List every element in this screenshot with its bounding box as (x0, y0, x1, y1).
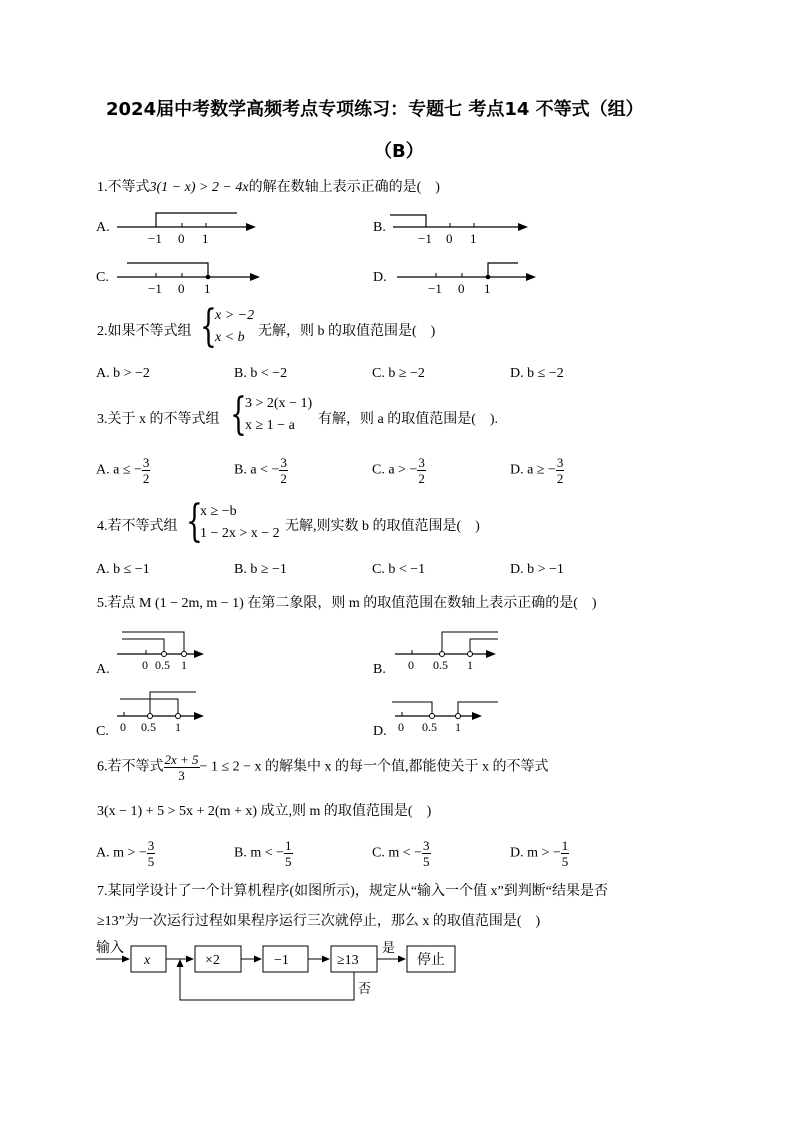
page-title: 2024届中考数学高频考点专项练习：专题七 考点14 不等式（组） (106, 99, 644, 120)
q6-option-c-label: C. m < − (372, 845, 423, 861)
q1-option-d-number-line[interactable] (392, 255, 542, 297)
q1c-tick-1: 1 (204, 281, 211, 296)
q1b-tick-m1: −1 (418, 231, 432, 246)
q3-option-c-fraction: $\frac{3}{2}$ (418, 455, 425, 486)
flow-yes-label: 是 (382, 940, 396, 955)
q3-option-a[interactable] (96, 455, 150, 486)
q6-option-b-fraction: $\frac{1}{5}$ (285, 838, 292, 869)
q1-option-b-number-line[interactable] (388, 205, 533, 247)
q5b-tick-1: 1 (467, 658, 473, 672)
q4-brace: { (186, 496, 203, 547)
q5-option-b-number-line[interactable] (390, 626, 505, 672)
flow-box-stop-text: 停止 (417, 953, 445, 968)
q5d-tick-0: 0 (398, 720, 404, 734)
q4-suffix: 无解,则实数 b 的取值范围是( ) (285, 519, 480, 534)
q4-option-c[interactable]: C. b < −1 (372, 562, 426, 577)
q3-option-d[interactable] (510, 455, 564, 486)
flow-box-times2-text: ×2 (205, 953, 220, 968)
q4-option-b[interactable]: B. b ≥ −1 (234, 562, 287, 577)
q3-suffix: 有解，则 a 的取值范围是( ). (318, 412, 499, 427)
q6-option-b[interactable] (234, 838, 293, 869)
q1d-tick-m1: −1 (428, 281, 442, 296)
q1-suffix: 的解在数轴上表示正确的是( ) (248, 180, 440, 195)
q3-system-line1: 3 > 2(x − 1) (245, 396, 313, 411)
q1a-tick-0: 0 (178, 231, 185, 246)
q1b-tick-1: 1 (470, 231, 477, 246)
q3-option-c-label: C. a > − (372, 462, 418, 478)
flow-no-label: 否 (358, 981, 372, 996)
q6-stem-line2: 3(x − 1) + 5 > 5x + 2(m + x) 成立,则 m 的取值范围是( ) (97, 804, 432, 819)
q5-option-c-label[interactable]: C. (96, 724, 109, 739)
q3-brace: { (230, 389, 247, 440)
page-subtitle: （B） (374, 141, 424, 162)
flow-arrow-loop-icon (177, 959, 184, 967)
q5a-tick-1: 1 (181, 658, 187, 672)
q5a-tick-0: 0 (142, 658, 148, 672)
q2-prefix: 2.如果不等式组 (97, 324, 192, 339)
q1-stem (97, 176, 440, 196)
q4-system-line1: x ≥ −b (200, 504, 237, 519)
q6-option-b-label: B. m < − (234, 845, 285, 861)
q1c-tick-m1: −1 (148, 281, 162, 296)
q2-option-d[interactable]: D. b ≤ −2 (510, 366, 564, 381)
q1-option-a-number-line[interactable] (112, 205, 262, 247)
q5c-tick-0: 0 (120, 720, 126, 734)
flow-arrow-3-icon (322, 956, 330, 963)
q5-option-a-number-line[interactable] (112, 626, 212, 672)
q1-option-c-label[interactable]: C. (96, 270, 109, 285)
flow-box-x-text: x (144, 953, 151, 968)
q3-option-c[interactable] (372, 455, 426, 486)
q1a-tick-m1: −1 (148, 231, 162, 246)
q3-prefix: 3.关于 x 的不等式组 (97, 412, 220, 427)
q6-fraction: $\frac{2x + 5}{3}$ (164, 752, 199, 783)
q1-option-c-number-line[interactable] (112, 255, 262, 297)
q3-system-line2: x ≥ 1 − a (245, 418, 295, 433)
q6-option-a-fraction: $\frac{3}{5}$ (147, 838, 155, 869)
q6-option-c[interactable] (372, 838, 431, 869)
q1-expression: 3(1 − x) > 2 − 4x (149, 180, 249, 195)
q4-option-a[interactable]: A. b ≤ −1 (96, 562, 150, 577)
flow-arrow-yes-icon (398, 956, 406, 963)
q4-option-d[interactable]: D. b > −1 (510, 562, 564, 577)
q2-option-b[interactable]: B. b < −2 (234, 366, 288, 381)
flow-arrow-1-icon (186, 956, 194, 963)
q5b-tick-05: 0.5 (433, 658, 448, 672)
q6-after-fraction: − 1 ≤ 2 − x 的解集中 x 的每一个值,都能使关于 x 的不等式 (199, 759, 549, 775)
q6-prefix: 6.若不等式 (97, 759, 164, 775)
q3-option-a-fraction: $\frac{3}{2}$ (142, 455, 150, 486)
q2-brace: { (200, 301, 217, 352)
q2-system-line2: x < b (215, 330, 245, 345)
q3-option-b-fraction: $\frac{3}{2}$ (280, 455, 287, 486)
q3-option-d-label: D. a ≥ − (510, 462, 556, 478)
flow-input-label: 输入 (96, 941, 124, 956)
q6-option-a-label: A. m > − (96, 845, 147, 861)
flow-box-minus1-text: −1 (274, 953, 289, 968)
q5d-tick-05: 0.5 (422, 720, 437, 734)
q1-option-a-label[interactable]: A. (96, 220, 110, 235)
q3-option-b-label: B. a < − (234, 462, 280, 478)
q5-option-d-number-line[interactable] (390, 688, 505, 734)
q3-option-d-fraction: $\frac{3}{2}$ (556, 455, 564, 486)
q6-option-d[interactable] (510, 838, 569, 869)
q5b-tick-0: 0 (408, 658, 414, 672)
q5c-tick-05: 0.5 (141, 720, 156, 734)
q6-option-d-label: D. m > − (510, 845, 561, 861)
q5d-tick-1: 1 (455, 720, 461, 734)
q6-stem-line1 (97, 752, 549, 783)
q4-prefix: 4.若不等式组 (97, 519, 178, 534)
q1-prefix: 1.不等式 (97, 180, 150, 195)
q3-option-b[interactable] (234, 455, 288, 486)
q4-system-line2: 1 − 2x > x − 2 (200, 526, 280, 541)
q1a-tick-1: 1 (202, 231, 209, 246)
q2-option-c[interactable]: C. b ≥ −2 (372, 366, 425, 381)
q1-option-b-label[interactable]: B. (373, 220, 386, 235)
q5-option-d-label[interactable]: D. (373, 724, 387, 739)
q3-option-a-label: A. a ≤ − (96, 462, 142, 478)
q6-option-d-fraction: $\frac{1}{5}$ (561, 838, 569, 869)
q1b-tick-0: 0 (446, 231, 453, 246)
q7-stem-line1: 7.某同学设计了一个计算机程序(如图所示)，规定从“输入一个值 x”到判断“结果是否 (97, 884, 608, 899)
q5c-tick-1: 1 (175, 720, 181, 734)
q2-system-line1: x > −2 (215, 308, 255, 323)
q5-option-a-label[interactable]: A. (96, 662, 110, 677)
q5-option-c-number-line[interactable] (112, 688, 212, 734)
q6-option-a[interactable] (96, 838, 155, 869)
q1-option-d-label[interactable]: D. (373, 270, 387, 285)
flow-box-ge13-text: ≥13 (337, 953, 359, 968)
q7-stem-line2: ≥13”为一次运行过程如果程序运行三次就停止，那么 x 的取值范围是( ) (97, 914, 541, 929)
q5-stem: 5.若点 M (1 − 2m, m − 1) 在第二象限，则 m 的取值范围在数轴上表示正确的是( ) (97, 596, 597, 611)
q2-suffix: 无解，则 b 的取值范围是( ) (258, 324, 436, 339)
q1d-tick-0: 0 (458, 281, 465, 296)
q5-option-b-label[interactable]: B. (373, 662, 386, 677)
q7-flowchart (94, 935, 466, 1007)
flow-arrow-2-icon (254, 956, 262, 963)
q6-option-c-fraction: $\frac{3}{5}$ (423, 838, 430, 869)
q2-option-a[interactable]: A. b > −2 (96, 366, 150, 381)
q1d-tick-1: 1 (484, 281, 491, 296)
q1c-tick-0: 0 (178, 281, 185, 296)
flow-arrow-in-icon (122, 956, 130, 963)
q5a-tick-05: 0.5 (155, 658, 170, 672)
